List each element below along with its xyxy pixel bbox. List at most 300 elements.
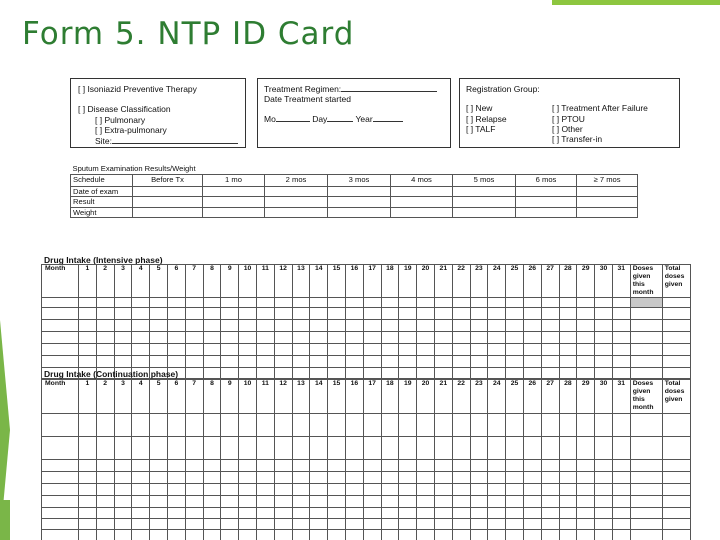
continuation-day-cell[interactable] [577,519,595,530]
intensive-day-cell[interactable] [506,332,524,344]
intensive-day-cell[interactable] [328,344,346,356]
continuation-day-cell[interactable] [132,472,150,484]
intensive-day-cell[interactable] [399,344,417,356]
continuation-day-cell[interactable] [559,484,577,496]
intensive-day-cell[interactable] [256,320,274,332]
intensive-day-cell[interactable] [239,356,257,368]
continuation-day-cell[interactable] [292,530,310,540]
continuation-day-cell[interactable] [221,496,239,508]
continuation-day-cell[interactable] [506,484,524,496]
intensive-day-cell[interactable] [577,308,595,320]
intensive-day-cell[interactable] [274,332,292,344]
intensive-day-cell[interactable] [506,320,524,332]
intensive-day-cell[interactable] [239,320,257,332]
sputum-cell[interactable] [516,197,577,208]
continuation-day-cell[interactable] [452,414,470,437]
continuation-day-cell[interactable] [167,530,185,540]
intensive-day-cell[interactable] [150,356,168,368]
intensive-day-cell[interactable] [523,308,541,320]
continuation-doses-cell[interactable] [630,484,662,496]
continuation-day-cell[interactable] [96,414,114,437]
continuation-day-cell[interactable] [506,414,524,437]
continuation-day-cell[interactable] [274,472,292,484]
continuation-month-cell[interactable] [42,437,79,460]
sputum-cell[interactable] [577,186,638,197]
continuation-day-cell[interactable] [577,437,595,460]
continuation-day-cell[interactable] [363,484,381,496]
continuation-day-cell[interactable] [363,508,381,519]
intensive-day-cell[interactable] [310,320,328,332]
continuation-total-cell[interactable] [662,530,690,540]
intensive-day-cell[interactable] [417,320,435,332]
continuation-day-cell[interactable] [292,484,310,496]
intensive-day-cell[interactable] [96,298,114,308]
intensive-day-cell[interactable] [256,308,274,320]
intensive-day-cell[interactable] [541,368,559,379]
continuation-day-cell[interactable] [150,472,168,484]
intensive-doses-cell[interactable] [630,332,662,344]
intensive-day-cell[interactable] [185,308,203,320]
intensive-day-cell[interactable] [185,320,203,332]
continuation-day-cell[interactable] [523,472,541,484]
continuation-day-cell[interactable] [167,472,185,484]
continuation-day-cell[interactable] [239,460,257,472]
continuation-day-cell[interactable] [595,508,613,519]
intensive-day-cell[interactable] [381,356,399,368]
intensive-day-cell[interactable] [417,308,435,320]
intensive-day-cell[interactable] [417,298,435,308]
continuation-day-cell[interactable] [292,519,310,530]
intensive-day-cell[interactable] [185,368,203,379]
intensive-day-cell[interactable] [292,308,310,320]
continuation-day-cell[interactable] [595,519,613,530]
intensive-day-cell[interactable] [239,368,257,379]
continuation-day-cell[interactable] [79,530,97,540]
intensive-day-cell[interactable] [79,356,97,368]
intensive-day-cell[interactable] [577,332,595,344]
intensive-day-cell[interactable] [595,344,613,356]
intensive-day-cell[interactable] [381,368,399,379]
continuation-day-cell[interactable] [399,484,417,496]
continuation-day-cell[interactable] [363,530,381,540]
intensive-day-cell[interactable] [345,356,363,368]
continuation-day-cell[interactable] [577,530,595,540]
continuation-month-cell[interactable] [42,484,79,496]
continuation-day-cell[interactable] [488,496,506,508]
continuation-day-cell[interactable] [381,496,399,508]
intensive-day-cell[interactable] [470,356,488,368]
continuation-day-cell[interactable] [381,484,399,496]
continuation-day-cell[interactable] [559,437,577,460]
intensive-day-cell[interactable] [345,344,363,356]
continuation-day-cell[interactable] [167,508,185,519]
continuation-day-cell[interactable] [345,437,363,460]
continuation-day-cell[interactable] [612,508,630,519]
continuation-day-cell[interactable] [79,508,97,519]
continuation-day-cell[interactable] [381,460,399,472]
continuation-total-cell[interactable] [662,437,690,460]
continuation-day-cell[interactable] [274,508,292,519]
continuation-day-cell[interactable] [470,460,488,472]
continuation-day-cell[interactable] [452,519,470,530]
continuation-day-cell[interactable] [114,519,132,530]
continuation-month-cell[interactable] [42,414,79,437]
continuation-day-cell[interactable] [488,460,506,472]
continuation-day-cell[interactable] [595,496,613,508]
intensive-day-cell[interactable] [595,308,613,320]
intensive-month-cell[interactable] [42,344,79,356]
intensive-day-cell[interactable] [150,320,168,332]
intensive-day-cell[interactable] [167,332,185,344]
intensive-day-cell[interactable] [452,344,470,356]
continuation-day-cell[interactable] [577,460,595,472]
sputum-cell[interactable] [328,207,391,218]
intensive-day-cell[interactable] [541,308,559,320]
intensive-day-cell[interactable] [541,332,559,344]
continuation-total-cell[interactable] [662,414,690,437]
continuation-day-cell[interactable] [274,437,292,460]
continuation-day-cell[interactable] [612,519,630,530]
intensive-day-cell[interactable] [452,368,470,379]
intensive-day-cell[interactable] [132,320,150,332]
continuation-day-cell[interactable] [488,484,506,496]
intensive-day-cell[interactable] [203,298,221,308]
continuation-day-cell[interactable] [595,437,613,460]
continuation-day-cell[interactable] [381,437,399,460]
continuation-day-cell[interactable] [328,472,346,484]
continuation-day-cell[interactable] [79,414,97,437]
continuation-doses-cell[interactable] [630,437,662,460]
intensive-day-cell[interactable] [541,344,559,356]
intensive-day-cell[interactable] [506,308,524,320]
continuation-day-cell[interactable] [150,437,168,460]
continuation-day-cell[interactable] [595,472,613,484]
sputum-cell[interactable] [265,197,328,208]
continuation-day-cell[interactable] [541,508,559,519]
intensive-day-cell[interactable] [310,344,328,356]
continuation-day-cell[interactable] [506,460,524,472]
intensive-day-cell[interactable] [523,332,541,344]
continuation-day-cell[interactable] [256,414,274,437]
intensive-day-cell[interactable] [239,308,257,320]
continuation-day-cell[interactable] [79,437,97,460]
intensive-day-cell[interactable] [256,332,274,344]
intensive-day-cell[interactable] [523,320,541,332]
intensive-day-cell[interactable] [612,344,630,356]
continuation-day-cell[interactable] [132,437,150,460]
continuation-day-cell[interactable] [274,519,292,530]
intensive-day-cell[interactable] [417,332,435,344]
sputum-cell[interactable] [203,186,265,197]
continuation-day-cell[interactable] [239,530,257,540]
continuation-day-cell[interactable] [256,519,274,530]
continuation-day-cell[interactable] [559,460,577,472]
intensive-day-cell[interactable] [150,308,168,320]
continuation-day-cell[interactable] [96,484,114,496]
continuation-day-cell[interactable] [612,460,630,472]
intensive-day-cell[interactable] [417,344,435,356]
continuation-day-cell[interactable] [381,508,399,519]
intensive-day-cell[interactable] [399,332,417,344]
continuation-doses-cell[interactable] [630,496,662,508]
continuation-day-cell[interactable] [167,496,185,508]
continuation-day-cell[interactable] [328,437,346,460]
continuation-day-cell[interactable] [256,530,274,540]
intensive-day-cell[interactable] [221,368,239,379]
continuation-day-cell[interactable] [114,460,132,472]
continuation-day-cell[interactable] [150,519,168,530]
intensive-day-cell[interactable] [221,332,239,344]
intensive-day-cell[interactable] [434,356,452,368]
continuation-day-cell[interactable] [506,437,524,460]
intensive-day-cell[interactable] [381,320,399,332]
continuation-day-cell[interactable] [452,472,470,484]
intensive-day-cell[interactable] [345,320,363,332]
continuation-day-cell[interactable] [541,484,559,496]
continuation-day-cell[interactable] [523,519,541,530]
intensive-day-cell[interactable] [292,356,310,368]
intensive-day-cell[interactable] [506,368,524,379]
intensive-day-cell[interactable] [434,368,452,379]
continuation-day-cell[interactable] [185,519,203,530]
intensive-day-cell[interactable] [345,368,363,379]
continuation-day-cell[interactable] [203,414,221,437]
continuation-day-cell[interactable] [541,437,559,460]
continuation-day-cell[interactable] [488,508,506,519]
continuation-day-cell[interactable] [434,437,452,460]
continuation-day-cell[interactable] [79,472,97,484]
intensive-day-cell[interactable] [328,368,346,379]
continuation-day-cell[interactable] [577,496,595,508]
intensive-day-cell[interactable] [256,368,274,379]
intensive-day-cell[interactable] [221,320,239,332]
intensive-day-cell[interactable] [292,298,310,308]
continuation-day-cell[interactable] [310,484,328,496]
intensive-day-cell[interactable] [577,356,595,368]
continuation-day-cell[interactable] [363,472,381,484]
intensive-day-cell[interactable] [167,308,185,320]
continuation-day-cell[interactable] [203,530,221,540]
intensive-day-cell[interactable] [185,344,203,356]
continuation-day-cell[interactable] [167,414,185,437]
continuation-day-cell[interactable] [488,472,506,484]
continuation-day-cell[interactable] [114,472,132,484]
intensive-day-cell[interactable] [185,332,203,344]
continuation-day-cell[interactable] [114,530,132,540]
continuation-day-cell[interactable] [239,508,257,519]
intensive-day-cell[interactable] [150,344,168,356]
continuation-day-cell[interactable] [541,414,559,437]
intensive-day-cell[interactable] [488,308,506,320]
intensive-day-cell[interactable] [595,298,613,308]
continuation-day-cell[interactable] [310,519,328,530]
continuation-day-cell[interactable] [399,472,417,484]
continuation-day-cell[interactable] [541,472,559,484]
continuation-day-cell[interactable] [150,530,168,540]
continuation-day-cell[interactable] [150,496,168,508]
continuation-day-cell[interactable] [612,437,630,460]
intensive-month-cell[interactable] [42,332,79,344]
intensive-day-cell[interactable] [470,308,488,320]
continuation-total-cell[interactable] [662,496,690,508]
intensive-day-cell[interactable] [167,298,185,308]
continuation-day-cell[interactable] [559,414,577,437]
sputum-cell[interactable] [453,186,516,197]
continuation-day-cell[interactable] [523,414,541,437]
intensive-day-cell[interactable] [345,308,363,320]
intensive-day-cell[interactable] [470,344,488,356]
intensive-day-cell[interactable] [345,332,363,344]
intensive-day-cell[interactable] [185,356,203,368]
intensive-day-cell[interactable] [221,298,239,308]
continuation-day-cell[interactable] [256,508,274,519]
continuation-day-cell[interactable] [185,460,203,472]
intensive-day-cell[interactable] [612,320,630,332]
continuation-day-cell[interactable] [256,484,274,496]
continuation-day-cell[interactable] [417,484,435,496]
sputum-cell[interactable] [391,197,453,208]
continuation-day-cell[interactable] [203,437,221,460]
continuation-day-cell[interactable] [452,508,470,519]
continuation-day-cell[interactable] [292,460,310,472]
continuation-day-cell[interactable] [221,414,239,437]
intensive-day-cell[interactable] [399,368,417,379]
continuation-day-cell[interactable] [256,460,274,472]
continuation-day-cell[interactable] [274,484,292,496]
intensive-day-cell[interactable] [167,320,185,332]
intensive-day-cell[interactable] [399,308,417,320]
continuation-day-cell[interactable] [452,484,470,496]
intensive-day-cell[interactable] [399,320,417,332]
intensive-day-cell[interactable] [612,332,630,344]
continuation-day-cell[interactable] [310,530,328,540]
intensive-day-cell[interactable] [381,344,399,356]
intensive-total-cell[interactable] [662,298,690,308]
continuation-day-cell[interactable] [328,530,346,540]
intensive-day-cell[interactable] [488,368,506,379]
continuation-day-cell[interactable] [132,508,150,519]
intensive-day-cell[interactable] [488,344,506,356]
continuation-day-cell[interactable] [167,460,185,472]
continuation-day-cell[interactable] [595,460,613,472]
intensive-day-cell[interactable] [506,298,524,308]
intensive-day-cell[interactable] [274,320,292,332]
continuation-total-cell[interactable] [662,484,690,496]
continuation-day-cell[interactable] [345,472,363,484]
continuation-day-cell[interactable] [221,519,239,530]
continuation-day-cell[interactable] [328,496,346,508]
continuation-day-cell[interactable] [167,519,185,530]
intensive-day-cell[interactable] [612,298,630,308]
continuation-day-cell[interactable] [96,508,114,519]
intensive-day-cell[interactable] [203,308,221,320]
continuation-day-cell[interactable] [452,437,470,460]
continuation-day-cell[interactable] [79,496,97,508]
intensive-day-cell[interactable] [114,298,132,308]
intensive-doses-cell[interactable] [630,308,662,320]
continuation-day-cell[interactable] [96,460,114,472]
continuation-total-cell[interactable] [662,472,690,484]
continuation-day-cell[interactable] [523,460,541,472]
intensive-total-cell[interactable] [662,308,690,320]
intensive-day-cell[interactable] [132,344,150,356]
intensive-day-cell[interactable] [559,368,577,379]
intensive-day-cell[interactable] [434,308,452,320]
continuation-month-cell[interactable] [42,519,79,530]
continuation-day-cell[interactable] [239,437,257,460]
intensive-day-cell[interactable] [470,332,488,344]
intensive-day-cell[interactable] [256,356,274,368]
intensive-day-cell[interactable] [559,308,577,320]
continuation-month-cell[interactable] [42,508,79,519]
intensive-day-cell[interactable] [328,356,346,368]
intensive-total-cell[interactable] [662,356,690,368]
intensive-doses-cell[interactable] [630,344,662,356]
continuation-day-cell[interactable] [221,437,239,460]
continuation-day-cell[interactable] [541,460,559,472]
intensive-day-cell[interactable] [595,368,613,379]
continuation-day-cell[interactable] [96,519,114,530]
intensive-day-cell[interactable] [559,332,577,344]
intensive-day-cell[interactable] [274,308,292,320]
continuation-day-cell[interactable] [612,414,630,437]
intensive-day-cell[interactable] [434,320,452,332]
intensive-day-cell[interactable] [488,298,506,308]
intensive-day-cell[interactable] [523,356,541,368]
continuation-day-cell[interactable] [96,496,114,508]
intensive-day-cell[interactable] [167,356,185,368]
continuation-day-cell[interactable] [221,484,239,496]
continuation-doses-cell[interactable] [630,519,662,530]
intensive-day-cell[interactable] [452,356,470,368]
intensive-day-cell[interactable] [239,298,257,308]
intensive-day-cell[interactable] [221,344,239,356]
sputum-cell[interactable] [203,207,265,218]
intensive-day-cell[interactable] [239,332,257,344]
continuation-day-cell[interactable] [203,508,221,519]
continuation-total-cell[interactable] [662,460,690,472]
continuation-day-cell[interactable] [274,530,292,540]
intensive-total-cell[interactable] [662,332,690,344]
intensive-day-cell[interactable] [96,308,114,320]
continuation-day-cell[interactable] [595,530,613,540]
intensive-day-cell[interactable] [185,298,203,308]
intensive-day-cell[interactable] [310,308,328,320]
continuation-day-cell[interactable] [434,414,452,437]
continuation-day-cell[interactable] [328,508,346,519]
continuation-day-cell[interactable] [328,484,346,496]
continuation-day-cell[interactable] [132,414,150,437]
continuation-day-cell[interactable] [221,460,239,472]
continuation-day-cell[interactable] [506,508,524,519]
continuation-day-cell[interactable] [363,519,381,530]
continuation-day-cell[interactable] [132,530,150,540]
continuation-day-cell[interactable] [577,508,595,519]
continuation-day-cell[interactable] [523,496,541,508]
continuation-day-cell[interactable] [203,472,221,484]
continuation-day-cell[interactable] [79,460,97,472]
continuation-day-cell[interactable] [399,519,417,530]
intensive-doses-cell[interactable] [630,298,662,308]
intensive-day-cell[interactable] [417,368,435,379]
intensive-total-cell[interactable] [662,344,690,356]
intensive-day-cell[interactable] [595,320,613,332]
continuation-day-cell[interactable] [559,508,577,519]
continuation-month-cell[interactable] [42,530,79,540]
intensive-day-cell[interactable] [577,298,595,308]
continuation-day-cell[interactable] [132,496,150,508]
continuation-day-cell[interactable] [185,414,203,437]
